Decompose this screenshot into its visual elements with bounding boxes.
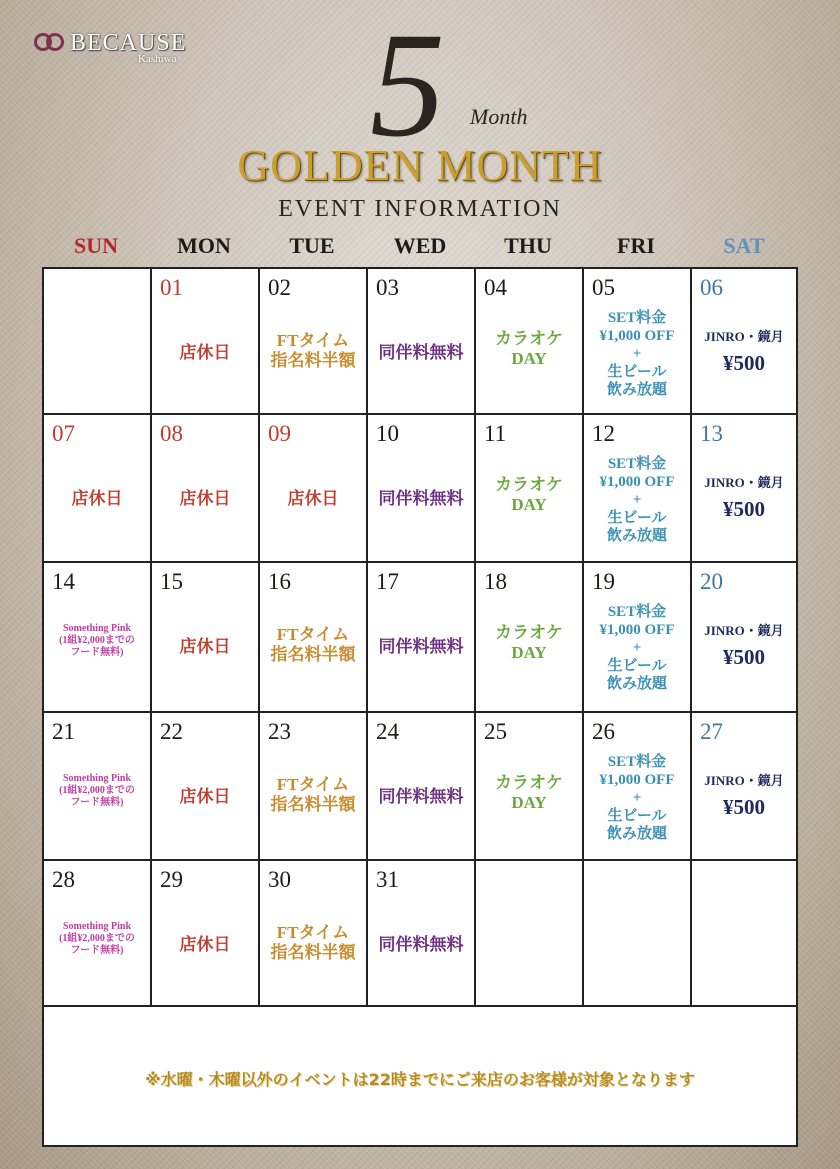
event-line: ¥500 bbox=[723, 644, 765, 669]
event-line: (1組¥2,000までの bbox=[59, 933, 135, 944]
day-number: 22 bbox=[160, 719, 183, 744]
event-jinro bbox=[692, 773, 796, 820]
brand-logo bbox=[34, 30, 234, 70]
event-line: JINRO・鏡月 bbox=[704, 475, 784, 490]
event-line: Something Pink bbox=[62, 623, 132, 634]
calendar-day-cell bbox=[476, 269, 584, 415]
weekday-mon: MON bbox=[177, 233, 231, 258]
event-closed: 店休日 bbox=[179, 343, 231, 362]
calendar-day-cell bbox=[692, 563, 796, 713]
event-line: ¥1,000 OFF bbox=[599, 622, 675, 638]
event-line: 生ビール bbox=[607, 808, 667, 824]
event-line: (1組¥2,000までの bbox=[59, 635, 135, 646]
event-calendar bbox=[42, 267, 798, 1147]
calendar-day-cell bbox=[584, 269, 692, 415]
footer-note-box bbox=[44, 1007, 796, 1145]
event-karaoke bbox=[476, 623, 582, 664]
calendar-day-cell bbox=[152, 415, 260, 563]
calendar-day-cell bbox=[476, 415, 584, 563]
event-jinro bbox=[692, 623, 796, 670]
page-subtitle: EVENT INFORMATION bbox=[278, 196, 562, 222]
event-karaoke bbox=[476, 329, 582, 370]
event-karaoke bbox=[476, 773, 582, 814]
event-line: ¥500 bbox=[723, 794, 765, 819]
calendar-day-cell bbox=[152, 563, 260, 713]
event-line: 生ビール bbox=[607, 364, 667, 380]
day-number: 25 bbox=[484, 719, 507, 744]
day-number: 15 bbox=[160, 569, 183, 594]
calendar-day-cell bbox=[476, 713, 584, 861]
weekday-thu: THU bbox=[504, 233, 552, 258]
day-number: 18 bbox=[484, 569, 507, 594]
event-line: DAY bbox=[511, 349, 547, 369]
day-number: 20 bbox=[700, 569, 723, 594]
event-set bbox=[584, 455, 690, 545]
weekday-fri: FRI bbox=[617, 233, 655, 258]
day-number: 02 bbox=[268, 275, 291, 300]
weekday-sat: SAT bbox=[723, 233, 765, 258]
event-set bbox=[584, 753, 690, 843]
event-line: SET料金 bbox=[607, 310, 667, 326]
event-dohan: 同伴料無料 bbox=[378, 489, 464, 508]
event-line: JINRO・鏡月 bbox=[704, 329, 784, 344]
event-line: 指名料半額 bbox=[270, 351, 356, 371]
weekday-tue: TUE bbox=[289, 233, 335, 258]
event-closed: 店休日 bbox=[71, 489, 123, 508]
event-ft bbox=[260, 625, 366, 666]
event-line: カラオケ bbox=[495, 475, 563, 494]
event-line: Something Pink bbox=[62, 921, 132, 932]
event-pink bbox=[44, 921, 150, 957]
day-number: 05 bbox=[592, 275, 615, 300]
footer-note: ※水曜・木曜以外のイベントは22時までにご来店のお客様が対象となります bbox=[145, 1070, 695, 1089]
day-number: 10 bbox=[376, 421, 399, 446]
event-line: ¥1,000 OFF bbox=[599, 328, 675, 344]
calendar-day-cell bbox=[692, 415, 796, 563]
event-line: フード無料) bbox=[70, 945, 124, 956]
calendar-day-cell bbox=[260, 415, 368, 563]
day-number: 01 bbox=[160, 275, 183, 300]
calendar-day-cell bbox=[44, 713, 152, 861]
calendar-day-cell bbox=[260, 563, 368, 713]
event-closed: 店休日 bbox=[179, 935, 231, 954]
event-ft bbox=[260, 331, 366, 372]
event-line: SET料金 bbox=[607, 754, 667, 770]
event-karaoke bbox=[476, 475, 582, 516]
day-number: 26 bbox=[592, 719, 615, 744]
event-line: DAY bbox=[511, 793, 547, 813]
event-line: 生ビール bbox=[607, 510, 667, 526]
event-line: カラオケ bbox=[495, 623, 563, 642]
event-jinro bbox=[692, 329, 796, 376]
calendar-day-cell bbox=[260, 861, 368, 1007]
calendar-day-cell bbox=[44, 415, 152, 563]
calendar-day-cell bbox=[260, 713, 368, 861]
event-dohan: 同伴料無料 bbox=[378, 637, 464, 656]
day-number: 13 bbox=[700, 421, 723, 446]
day-number: 19 bbox=[592, 569, 615, 594]
calendar-day-cell bbox=[584, 563, 692, 713]
event-pink bbox=[44, 773, 150, 809]
event-line: DAY bbox=[511, 643, 547, 663]
calendar-day-cell bbox=[368, 415, 476, 563]
calendar-day-cell bbox=[476, 861, 584, 1007]
event-line: 指名料半額 bbox=[270, 645, 356, 665]
event-line: ¥1,000 OFF bbox=[599, 474, 675, 490]
day-number: 31 bbox=[376, 867, 399, 892]
calendar-day-cell bbox=[584, 713, 692, 861]
brand-sub: Kashiwa bbox=[138, 53, 177, 65]
calendar-day-cell bbox=[368, 861, 476, 1007]
event-line: 指名料半額 bbox=[270, 943, 356, 963]
event-line: カラオケ bbox=[495, 329, 563, 348]
day-number: 27 bbox=[700, 719, 723, 744]
event-line: FTタイム bbox=[276, 923, 350, 942]
event-line: 指名料半額 bbox=[270, 795, 356, 815]
event-dohan: 同伴料無料 bbox=[378, 343, 464, 362]
day-number: 03 bbox=[376, 275, 399, 300]
weekday-sun: SUN bbox=[73, 233, 118, 258]
calendar-day-cell bbox=[368, 563, 476, 713]
day-number: 17 bbox=[376, 569, 399, 594]
event-closed: 店休日 bbox=[179, 637, 231, 656]
event-line: ¥1,000 OFF bbox=[599, 772, 675, 788]
event-jinro bbox=[692, 475, 796, 522]
event-line: カラオケ bbox=[495, 773, 563, 792]
event-ft bbox=[260, 775, 366, 816]
brand-name: BECAUSE bbox=[70, 30, 187, 56]
day-number: 12 bbox=[592, 421, 615, 446]
calendar-day-cell bbox=[152, 713, 260, 861]
event-line: JINRO・鏡月 bbox=[704, 623, 784, 638]
event-line: ¥500 bbox=[723, 496, 765, 521]
event-line: JINRO・鏡月 bbox=[704, 773, 784, 788]
calendar-day-cell bbox=[152, 861, 260, 1007]
day-number: 29 bbox=[160, 867, 183, 892]
day-number: 21 bbox=[52, 719, 75, 744]
day-number: 14 bbox=[52, 569, 75, 594]
calendar-day-cell bbox=[44, 861, 152, 1007]
event-line: SET料金 bbox=[607, 604, 667, 620]
day-number: 04 bbox=[484, 275, 507, 300]
event-line: FTタイム bbox=[276, 625, 350, 644]
event-line: 飲み放題 bbox=[606, 826, 667, 842]
event-line: ¥500 bbox=[723, 350, 765, 375]
event-line: + bbox=[632, 640, 642, 656]
rings-logo-icon bbox=[34, 33, 70, 53]
calendar-day-cell bbox=[368, 713, 476, 861]
event-dohan: 同伴料無料 bbox=[378, 787, 464, 806]
weekday-wed: WED bbox=[393, 233, 447, 258]
event-line: + bbox=[632, 492, 642, 508]
day-number: 24 bbox=[376, 719, 399, 744]
day-number: 11 bbox=[484, 421, 507, 446]
event-set bbox=[584, 309, 690, 399]
day-number: 16 bbox=[268, 569, 291, 594]
calendar-day-cell bbox=[260, 269, 368, 415]
event-dohan: 同伴料無料 bbox=[378, 935, 464, 954]
calendar-day-cell bbox=[368, 269, 476, 415]
calendar-day-cell bbox=[692, 861, 796, 1007]
event-line: SET料金 bbox=[607, 456, 667, 472]
event-line: 飲み放題 bbox=[606, 528, 667, 544]
month-number: 5 bbox=[370, 2, 445, 168]
calendar-day-cell bbox=[692, 713, 796, 861]
calendar-day-cell bbox=[152, 269, 260, 415]
calendar-day-cell bbox=[584, 861, 692, 1007]
event-line: + bbox=[632, 346, 642, 362]
event-line: 飲み放題 bbox=[606, 676, 667, 692]
event-line: + bbox=[632, 790, 642, 806]
event-closed: 店休日 bbox=[287, 489, 339, 508]
event-line: (1組¥2,000までの bbox=[59, 785, 135, 796]
day-number: 08 bbox=[160, 421, 183, 446]
calendar-day-cell bbox=[476, 563, 584, 713]
event-line: Something Pink bbox=[62, 773, 132, 784]
event-line: 生ビール bbox=[607, 658, 667, 674]
event-line: 飲み放題 bbox=[606, 382, 667, 398]
event-line: フード無料) bbox=[70, 647, 124, 658]
day-number: 23 bbox=[268, 719, 291, 744]
day-number: 09 bbox=[268, 421, 291, 446]
day-number: 06 bbox=[700, 275, 723, 300]
event-set bbox=[584, 603, 690, 693]
event-closed: 店休日 bbox=[179, 489, 231, 508]
day-number: 28 bbox=[52, 867, 75, 892]
calendar-day-cell bbox=[44, 563, 152, 713]
event-pink bbox=[44, 623, 150, 659]
event-line: FTタイム bbox=[276, 775, 350, 794]
day-number: 30 bbox=[268, 867, 291, 892]
event-closed: 店休日 bbox=[179, 787, 231, 806]
calendar-day-cell bbox=[44, 269, 152, 415]
event-line: FTタイム bbox=[276, 331, 350, 350]
event-line: DAY bbox=[511, 495, 547, 515]
month-label: Month bbox=[470, 104, 528, 129]
page-title: GOLDEN MONTH bbox=[237, 141, 603, 190]
event-ft bbox=[260, 923, 366, 964]
calendar-day-cell bbox=[584, 415, 692, 563]
event-line: フード無料) bbox=[70, 797, 124, 808]
day-number: 07 bbox=[52, 421, 75, 446]
calendar-day-cell bbox=[692, 269, 796, 415]
